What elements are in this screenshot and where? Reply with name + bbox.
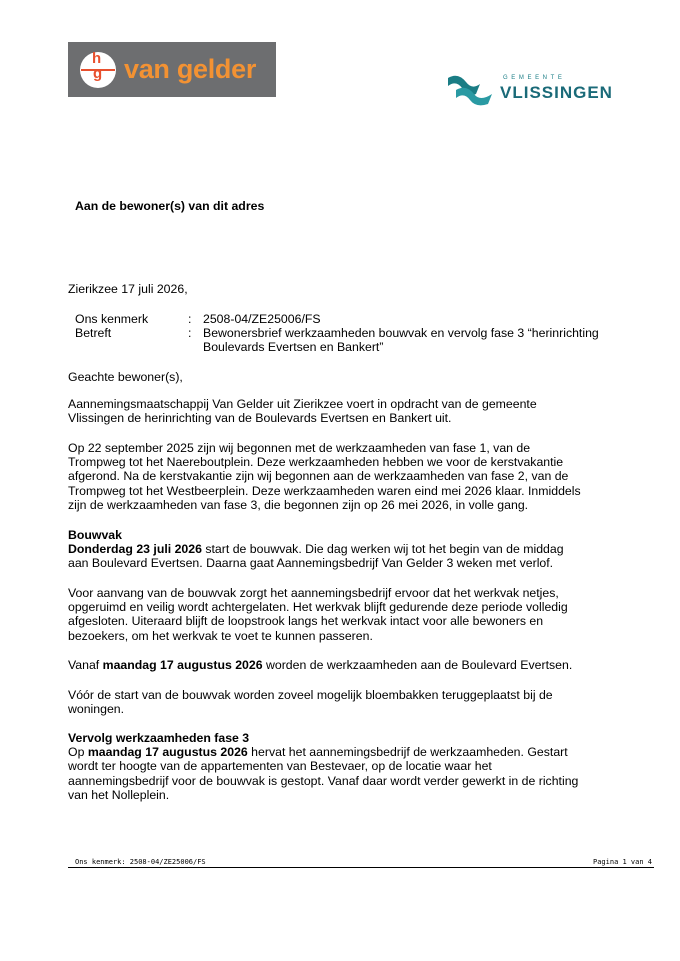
paragraph-4-line-4: bezoekers, om het werkvak te voet te kunnen passeren. — [68, 629, 373, 643]
paragraph-5-rest: worden de werkzaamheden aan de Boulevard Evertsen. — [262, 658, 573, 672]
municipality-name: VLISSINGEN — [500, 83, 613, 102]
footer-page-number: Pagina 1 van 4 — [593, 858, 653, 866]
paragraph-7-line-4: van het Nolleplein. — [68, 788, 170, 802]
paragraph-4-line-3: afgesloten. Uiteraard blijft de loopstrook langs het werkvak intact voor alle bewoners en — [68, 614, 544, 628]
paragraph-2-line-2: Trompweg tot het Naereboutplein. Deze werkzaamheden hebben we voor de kerstvakantie — [68, 455, 564, 469]
paragraph-2-line-5: zijn de werkzaamheden van fase 3, die begonnen zijn op 26 mei 2026, in volle gang. — [68, 498, 529, 512]
paragraph-7-line-3: aannemingsbedrijf voor de bouwvak is gestopt. Vanaf daar wordt verder gewerkt in de richting — [68, 774, 579, 788]
paragraph-1-line-1: Aannemingsmaatschappij Van Gelder uit Zierikzee voert in opdracht van de gemeente — [68, 397, 537, 411]
addressee: Aan de bewoner(s) van dit adres — [75, 199, 265, 213]
footer-divider — [68, 867, 654, 868]
footer-reference: Ons kenmerk: 2508-04/ZE25006/FS — [75, 858, 206, 866]
subject-line-2: Boulevards Evertsen en Bankert” — [203, 340, 384, 354]
ref-label: Ons kenmerk — [75, 312, 149, 326]
paragraph-1-line-2: Vlissingen de herinrichting van de Boulevards Evertsen en Bankert uit. — [68, 411, 452, 425]
place-date: Zierikzee 17 juli 2026, — [68, 282, 188, 296]
vlissingen-wave-icon — [446, 72, 494, 106]
paragraph-5 — [68, 658, 572, 672]
hg-logo-h: h — [92, 50, 102, 67]
paragraph-2-line-3: afgerond. Na de kerstvakantie zijn wij begonnen aan de werkzaamheden van fase 2, van de — [68, 469, 569, 483]
paragraph-7-rest: hervat het aannemingsbedrijf de werkzaamheden. Gestart — [247, 745, 568, 759]
subject-separator: : — [188, 326, 192, 340]
ref-separator: : — [188, 312, 192, 326]
paragraph-3-line-1-rest: start de bouwvak. Die dag werken wij tot het begin van de middag — [201, 542, 564, 556]
resume-date: maandag 17 augustus 2026 — [102, 658, 263, 672]
paragraph-5-pre: Vanaf — [68, 658, 103, 672]
paragraph-4-line-1: Voor aanvang van de bouwvak zorgt het aannemingsbedrijf ervoor dat het werkvak netjes, — [68, 586, 559, 600]
van-gelder-logo-text: van gelder — [124, 54, 257, 84]
paragraph-6-line-1: Vóór de start van de bouwvak worden zoveel mogelijk bloembakken teruggeplaatst bij de — [68, 688, 553, 702]
paragraph-2-line-1: Op 22 september 2025 zijn wij begonnen met de werkzaamheden van fase 1, van de — [68, 441, 531, 455]
paragraph-7-pre: Op — [68, 745, 88, 759]
paragraph-7-line-1 — [68, 745, 568, 759]
paragraph-2-line-4: Trompweg tot het Westbeerplein. Deze werkzaamheden waren eind mei 2026 klaar. Inmiddels — [68, 484, 581, 498]
paragraph-3-line-2: aan Boulevard Evertsen. Daarna gaat Aannemingsbedrijf Van Gelder 3 weken met verlof. — [68, 556, 554, 570]
municipality-label: GEMEENTE — [503, 75, 566, 81]
heading-vervolg: Vervolg werkzaamheden fase 3 — [68, 731, 250, 745]
heading-bouwvak: Bouwvak — [68, 528, 122, 542]
paragraph-3-line-1 — [68, 542, 564, 556]
hg-logo-g: g — [93, 65, 103, 82]
subject-line-1: Bewonersbrief werkzaamheden bouwvak en vervolg fase 3 “herinrichting — [203, 326, 599, 340]
ref-value: 2508-04/ZE25006/FS — [203, 312, 321, 326]
paragraph-7-line-2: wordt ter hoogte van de appartementen van Bestevaer, op de locatie waar het — [68, 759, 492, 773]
salutation: Geachte bewoner(s), — [68, 370, 183, 384]
paragraph-4-line-2: opgeruimd en veilig wordt achtergelaten. Het werkvak blijft gedurende deze periode volledig — [68, 600, 568, 614]
vervolg-date: maandag 17 augustus 2026 — [87, 745, 248, 759]
subject-label: Betreft — [75, 326, 112, 340]
paragraph-6-line-2: woningen. — [68, 702, 125, 716]
bouwvak-start-date: Donderdag 23 juli 2026 — [68, 542, 202, 556]
